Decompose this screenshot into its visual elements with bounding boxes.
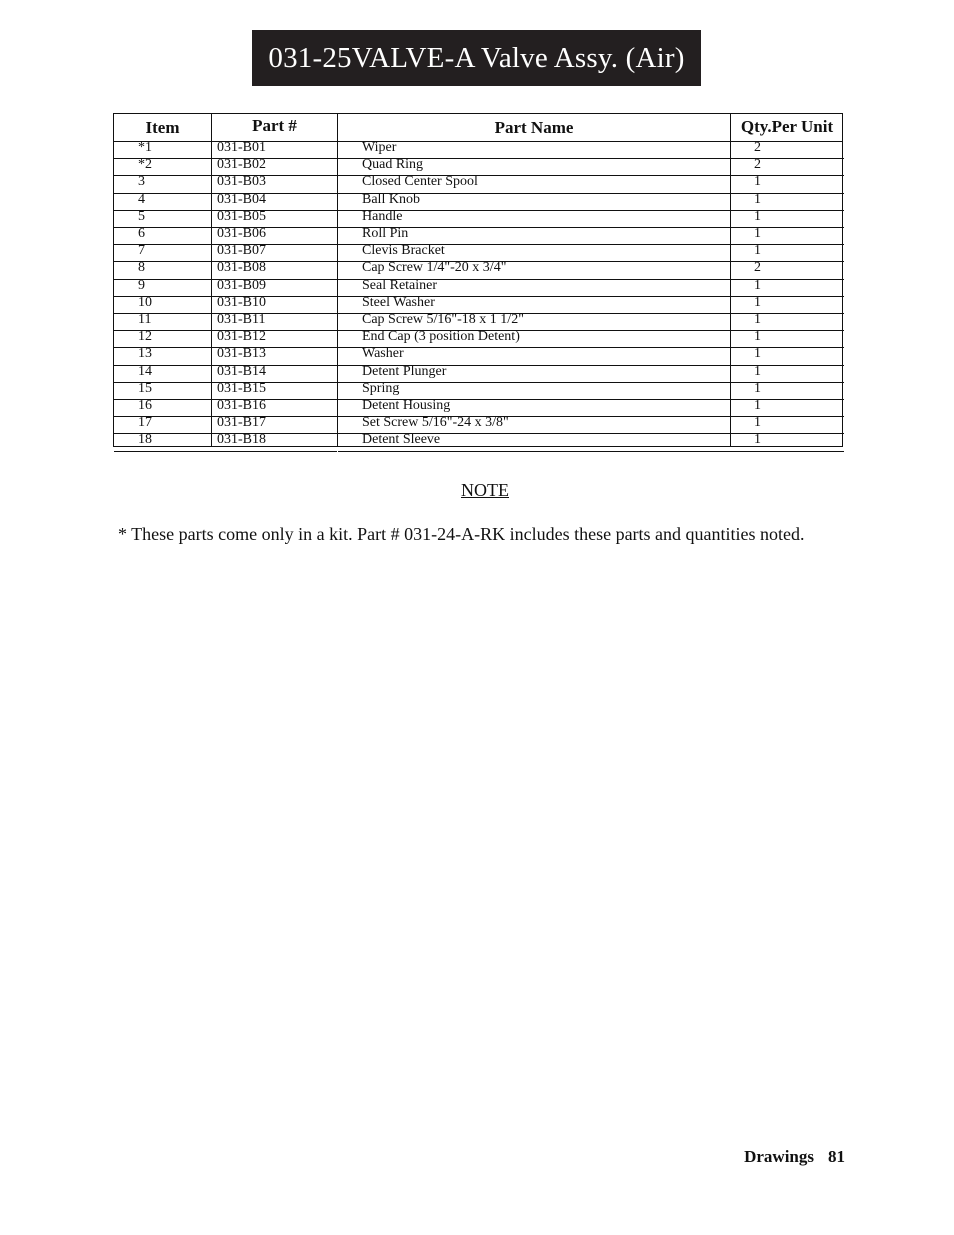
- parts-table: [113, 113, 843, 447]
- qty-cell: 1: [754, 346, 761, 362]
- footer-section: Drawings: [744, 1147, 814, 1166]
- qty-cell: 2: [754, 157, 761, 173]
- item-cell: 8: [138, 260, 145, 276]
- qty-cell: 1: [754, 312, 761, 327]
- item-cell: 11: [138, 312, 152, 327]
- part-number-cell: 031-B08: [217, 260, 266, 276]
- part-name-cell: Washer: [362, 346, 404, 362]
- note-title: NOTE: [461, 480, 509, 500]
- qty-cell: 1: [754, 415, 761, 431]
- item-cell: 13: [138, 346, 152, 362]
- part-number-cell: 031-B10: [217, 294, 266, 310]
- part-name-cell: Cap Screw 1/4"-20 x 3/4": [362, 260, 507, 276]
- part-name-cell: Detent Sleeve: [362, 432, 441, 448]
- qty-cell: 1: [754, 243, 761, 259]
- item-cell: 18: [138, 432, 152, 448]
- part-number-cell: 031-B05: [217, 208, 266, 224]
- part-number-cell: 031-B03: [217, 174, 266, 190]
- qty-cell: 1: [754, 208, 761, 224]
- item-cell: 3: [138, 174, 145, 190]
- part-number-cell: 031-B06: [217, 226, 266, 241]
- qty-cell: 2: [754, 260, 761, 276]
- item-cell: 4: [138, 191, 145, 207]
- item-cell: 7: [138, 243, 145, 259]
- page-title: 031-25VALVE-A Valve Assy. (Air): [252, 30, 701, 86]
- part-name-cell: Ball Knob: [362, 191, 420, 207]
- part-name-cell: Quad Ring: [362, 157, 424, 173]
- part-name-cell: Roll Pin: [362, 226, 409, 241]
- header-part-name: Part Name: [494, 118, 574, 137]
- qty-cell: 1: [754, 363, 761, 379]
- part-name-cell: Spring: [362, 380, 400, 396]
- part-name-cell: Detent Plunger: [362, 363, 447, 379]
- part-number-cell: 031-B15: [217, 380, 266, 396]
- item-cell: 6: [138, 226, 145, 241]
- item-cell: 16: [138, 398, 152, 413]
- item-cell: 15: [138, 380, 152, 396]
- header-item: Item: [145, 118, 180, 137]
- qty-cell: 1: [754, 294, 761, 310]
- part-name-cell: Wiper: [362, 140, 397, 155]
- part-name-cell: Clevis Bracket: [362, 243, 445, 259]
- part-number-cell: 031-B12: [217, 329, 266, 345]
- page-footer: [744, 1147, 845, 1167]
- qty-cell: 1: [754, 226, 761, 241]
- qty-cell: 1: [754, 277, 761, 293]
- part-name-cell: Handle: [362, 208, 403, 224]
- part-number-cell: 031-B01: [217, 140, 266, 155]
- part-name-cell: Seal Retainer: [362, 277, 438, 293]
- part-number-cell: 031-B13: [217, 346, 266, 362]
- part-name-cell: Cap Screw 5/16"-18 x 1 1/2": [362, 312, 524, 327]
- header-qty-per-unit: Qty.Per Unit: [740, 117, 834, 136]
- item-cell: *2: [138, 157, 152, 173]
- item-cell: 10: [138, 294, 152, 310]
- item-cell: *1: [138, 140, 152, 155]
- item-cell: 17: [138, 415, 152, 431]
- part-name-cell: Closed Center Spool: [362, 174, 478, 190]
- part-number-cell: 031-B17: [217, 415, 266, 431]
- note-text: * These parts come only in a kit. Part # 031-24-A-RK includes these parts and quantities noted.: [118, 524, 805, 544]
- part-number-cell: 031-B04: [217, 191, 266, 207]
- row-rule: [731, 451, 844, 452]
- row-rule: [212, 451, 337, 452]
- part-name-cell: Steel Washer: [362, 294, 435, 310]
- table-row: [114, 434, 842, 451]
- part-name-cell: Set Screw 5/16"-24 x 3/8": [362, 415, 509, 431]
- item-cell: 14: [138, 363, 152, 379]
- item-cell: 12: [138, 329, 152, 345]
- qty-cell: 1: [754, 398, 761, 413]
- part-number-cell: 031-B14: [217, 363, 266, 379]
- footer-page-number: 81: [828, 1147, 845, 1166]
- part-number-cell: 031-B11: [217, 312, 266, 327]
- part-number-cell: 031-B16: [217, 398, 266, 413]
- qty-cell: 1: [754, 174, 761, 190]
- part-name-cell: Detent Housing: [362, 398, 451, 413]
- qty-cell: 1: [754, 432, 761, 448]
- part-number-cell: 031-B02: [217, 157, 266, 173]
- qty-cell: 1: [754, 329, 761, 345]
- qty-cell: 2: [754, 140, 761, 155]
- row-rule: [338, 451, 731, 452]
- header-part-number: Part #: [252, 116, 297, 135]
- qty-cell: 1: [754, 380, 761, 396]
- item-cell: 9: [138, 277, 145, 293]
- part-name-cell: End Cap (3 position Detent): [362, 329, 520, 345]
- item-cell: 5: [138, 208, 145, 224]
- row-rule: [114, 451, 212, 452]
- part-number-cell: 031-B09: [217, 277, 266, 293]
- qty-cell: 1: [754, 191, 761, 207]
- part-number-cell: 031-B07: [217, 243, 266, 259]
- part-number-cell: 031-B18: [217, 432, 266, 448]
